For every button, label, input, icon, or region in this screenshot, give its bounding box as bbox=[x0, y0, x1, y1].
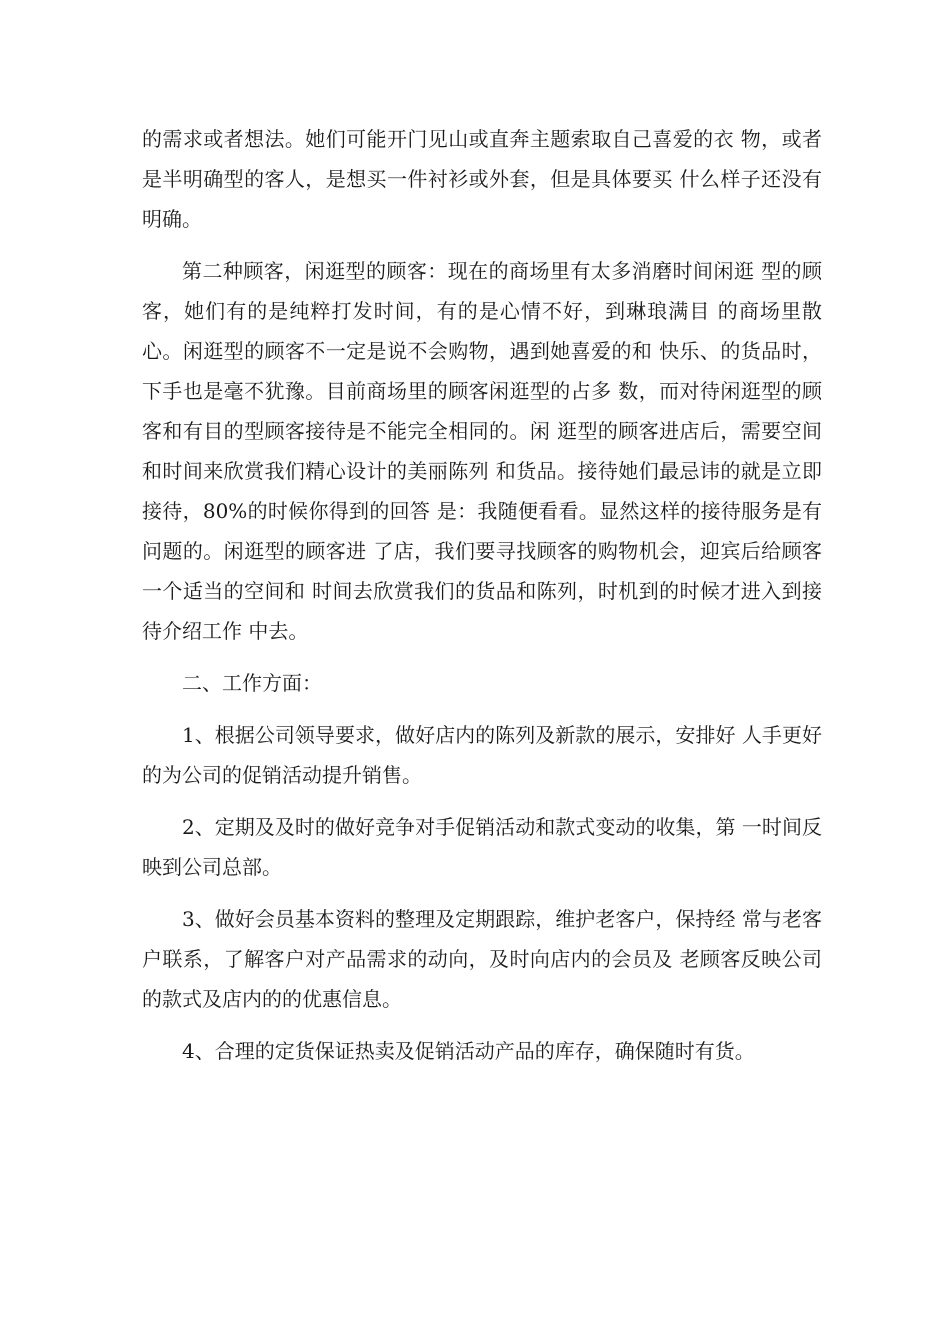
list-item-1: 1、根据公司领导要求，做好店内的陈列及新款的展示，安排好 人手更好的为公司的促销活动提升销售。 bbox=[142, 723, 822, 787]
list-item-2: 2、定期及及时的做好竞争对手促销活动和款式变动的收集，第 一时间反映到公司总部。 bbox=[142, 815, 822, 879]
document-body bbox=[142, 119, 822, 1071]
paragraph-continuation: 的需求或者想法。她们可能开门见山或直奔主题索取自己喜爱的衣 物，或者是半明确型的客人，是想买一件衬衫或外套，但是具体要买 什么样子还没有明确。 bbox=[142, 127, 822, 231]
paragraph-browsing-customers: 第二种顾客，闲逛型的顾客：现在的商场里有太多消磨时间闲逛 型的顾客，她们有的是纯粹打发时间，有的是心情不好，到琳琅满目 的商场里散心。闲逛型的顾客不一定是说不会购物，遇到她喜爱的和 快乐、的货品时，下手也是毫不犹豫。目前商场里的顾客闲逛型的占多 数，而对待闲逛型的顾客和有目的型顾客接待是不能完全相同的。闲 逛型的顾客进店后，需要空间和时间来欣赏我们精心设计的美丽陈列 和货品。接待她们最忌讳的就是立即接待，80%的时候你得到的回答 是：我随便看看。显然这样的接待服务是有问题的。闲逛型的顾客进 了店，我们要寻找顾客的购物机会，迎宾后给顾客一个适当的空间和 时间去欣赏我们的货品和陈列，时机到的时候才进入到接待介绍工作 中去。 bbox=[142, 259, 822, 643]
list-item-3: 3、做好会员基本资料的整理及定期跟踪，维护老客户，保持经 常与老客户联系，了解客户对产品需求的动向，及时向店内的会员及 老顾客反映公司的款式及店内的的优惠信息。 bbox=[142, 907, 822, 1011]
section-heading-work: 二、工作方面： bbox=[182, 671, 322, 695]
list-item-4: 4、合理的定货保证热卖及促销活动产品的库存，确保随时有货。 bbox=[182, 1039, 755, 1063]
